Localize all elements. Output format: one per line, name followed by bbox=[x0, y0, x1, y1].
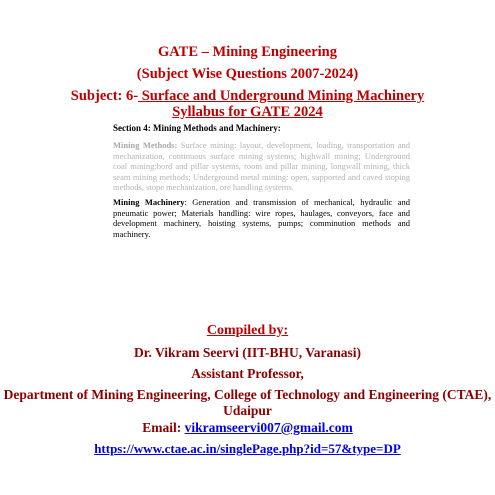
compiled-by-heading: Compiled by: bbox=[206, 323, 289, 338]
author-email-line bbox=[0, 420, 495, 436]
author-designation: Assistant Professor, bbox=[191, 366, 304, 381]
author-name: Dr. Vikram Seervi (IIT-BHU, Varanasi) bbox=[133, 345, 362, 360]
subject-name: Surface and Underground Mining Machinery bbox=[138, 88, 425, 104]
mining-methods-label: Mining Methods: bbox=[113, 140, 178, 150]
email-link[interactable]: vikramseervi007@gmail.com bbox=[184, 420, 353, 435]
subject-heading bbox=[0, 88, 495, 120]
author-department: Department of Mining Engineering, College of Technology and Engineering (CTAE), Udaipur bbox=[3, 387, 492, 418]
mining-methods-paragraph bbox=[113, 140, 410, 193]
mining-machinery-label: Mining Machinery bbox=[113, 197, 185, 207]
website-link[interactable]: https://www.ctae.ac.in/singlePage.php?id=57&type=DP bbox=[94, 441, 401, 456]
document-subtitle: (Subject Wise Questions 2007-2024) bbox=[136, 66, 359, 82]
mining-machinery-text: : Generation and transmission of mechanical, hydraulic and pneumatic power; Materials handling: wire ropes, haulages, conveyors, face and development machinery, hoisting systems, pumps; comminution methods and machinery. bbox=[113, 197, 410, 239]
mining-machinery-paragraph bbox=[113, 197, 410, 239]
subject-prefix: Subject: 6- bbox=[70, 88, 139, 104]
document-title: GATE – Mining Engineering bbox=[158, 44, 337, 60]
mining-methods-text: Surface mining: layout, development, loading, transportation and mechanization, continuous surface mining systems; highwall mining; Underground coal mining:bord and pillar systems, room and pillar mining, longwall mining, thick seam mining methods; Underground metal mining: open, supported and caved stoping methods, stope mechanization, ore handling systems. bbox=[113, 140, 411, 192]
syllabus-heading: Syllabus for GATE 2024 bbox=[172, 104, 323, 120]
email-label: Email: bbox=[142, 420, 185, 435]
section-heading: Section 4: Mining Methods and Machinery: bbox=[113, 123, 281, 133]
